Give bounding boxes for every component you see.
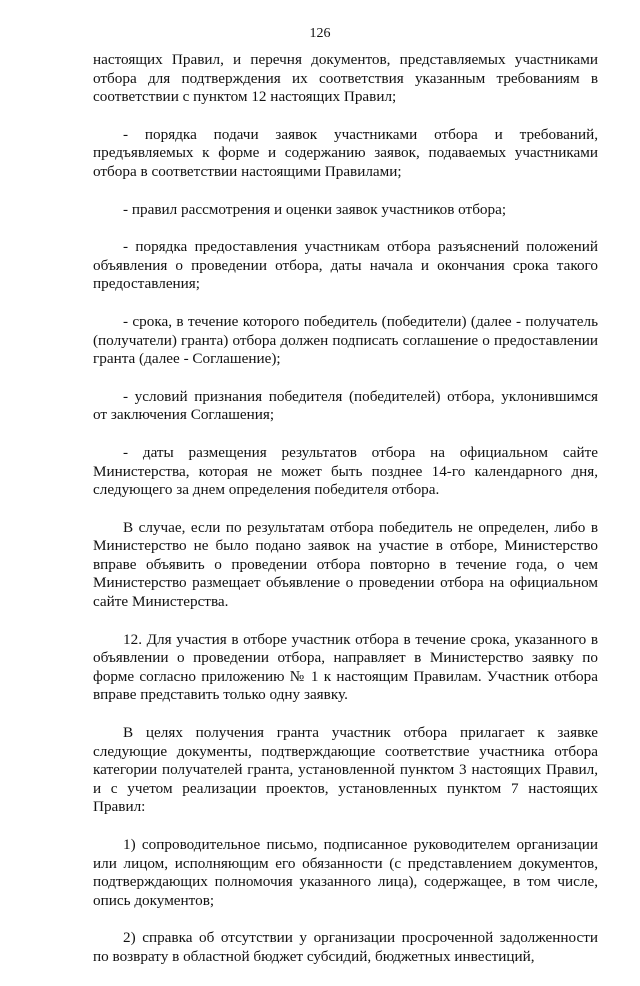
paragraph: В случае, если по результатам отбора победитель не определен, либо в Министерство не было подано заявок на участие в отборе, Министерство вправе объявить о проведении отбора повторно в течение года, о чем Министерство размещает объявление о проведении отбора на официальном сайте Министерства. xyxy=(93,518,598,611)
paragraph: - срока, в течение которого победитель (победители) (далее - получатель (получатели) гранта) отбора должен подписать соглашение о предоставлении гранта (далее - Соглашение); xyxy=(93,312,598,368)
paragraph: 2) справка об отсутствии у организации просроченной задолженности по возврату в областной бюджет субсидий, бюджетных инвестиций, xyxy=(93,929,598,965)
paragraph: 1) сопроводительное письмо, подписанное руководителем организации или лицом, исполняющим его обязанности (с представлением документов, подтверждающих полномочия указанного лица), содержащее, в том числе, опись документов; xyxy=(93,836,598,909)
paragraph: 12. Для участия в отборе участник отбора в течение срока, указанного в объявлении о проведении отбора, направляет в Министерство заявку по форме согласно приложению № 1 к настоящим Правилам. Участник отбора вправе представить только одну заявку. xyxy=(93,630,598,704)
paragraph: настоящих Правил, и перечня документов, представляемых участниками отбора для подтверждения их соответствия указанным требованиям в соответствии с пунктом 12 настоящих Правил; xyxy=(93,51,598,106)
page-number: 126 xyxy=(309,26,331,41)
paragraph: - порядка подачи заявок участниками отбора и требований, предъявляемых к форме и содержанию заявок, подаваемых участниками отбора в соответствии настоящими Правилами; xyxy=(93,125,598,180)
paragraph: - порядка предоставления участникам отбора разъяснений положений объявления о проведении отбора, даты начала и окончания срока такого предоставления; xyxy=(93,238,598,293)
paragraph: - условий признания победителя (победителей) отбора, уклонившимся от заключения Соглашения; xyxy=(93,387,598,424)
paragraph: В целях получения гранта участник отбора прилагает к заявке следующие документы, подтверждающие соответствие участника отбора категории получателей гранта, установленной пунктом 3 настоящих Правил, и с учетом реализации проектов, установленных пунктом 7 настоящих Правил: xyxy=(93,724,598,816)
paragraph: - правил рассмотрения и оценки заявок участников отбора; xyxy=(123,200,507,218)
paragraph: - даты размещения результатов отбора на официальном сайте Министерства, которая не может быть позднее 14-го календарного дня, следующего за днем определения победителя отбора. xyxy=(93,443,598,499)
document-body xyxy=(93,51,598,986)
